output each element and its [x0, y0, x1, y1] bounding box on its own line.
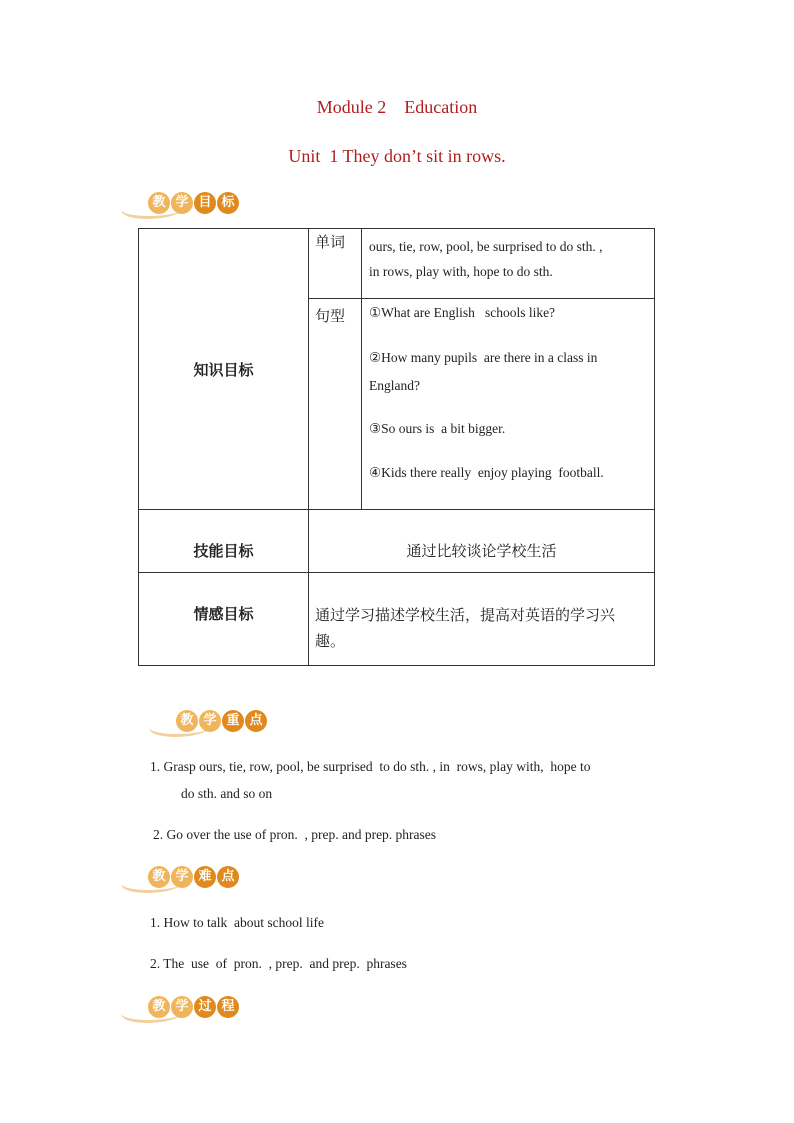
banner-char: 学 [171, 866, 193, 888]
banner-key-points [150, 708, 263, 736]
banner-char: 点 [245, 710, 267, 732]
banner-char: 点 [217, 866, 239, 888]
banner-char: 教 [148, 866, 170, 888]
banner-teaching-process [122, 994, 235, 1022]
teaching-goals-table [138, 228, 655, 666]
difficulty-item: 2. The use of pron. , prep. and prep. phrases [150, 956, 407, 971]
banner-char: 教 [148, 996, 170, 1018]
banner-char: 难 [194, 866, 216, 888]
banner-char: 标 [217, 192, 239, 214]
emotion-line: 通过学习描述学校生活，提高对英语的学习兴 [315, 606, 616, 624]
difficulty-item: 1. How to talk about school life [150, 915, 324, 930]
skill-goal-text: 通过比较谈论学校生活 [309, 510, 655, 573]
banner-char: 过 [194, 996, 216, 1018]
sentence-line: ④Kids there really enjoy playing football. [369, 465, 604, 480]
banner-char: 学 [171, 996, 193, 1018]
sentences-label: 句型 [309, 299, 362, 510]
sentences-cell [362, 299, 655, 510]
words-line: in rows, play with, hope to do sth. [369, 264, 553, 279]
key-point-item: 1. Grasp ours, tie, row, pool, be surprised to do sth. , in rows, play with, hope to [150, 759, 591, 774]
banner-char: 教 [148, 192, 170, 214]
words-label: 单词 [309, 229, 362, 299]
words-line: ours, tie, row, pool, be surprised to do sth. , [369, 239, 603, 254]
banner-char: 学 [199, 710, 221, 732]
emotion-goal-cell: 情感目标 [139, 573, 309, 666]
emotion-line: 趣。 [315, 632, 346, 650]
banner-difficulties [122, 864, 235, 892]
key-point-item-continued: do sth. and so on [181, 786, 273, 801]
banner-char: 重 [222, 710, 244, 732]
banner-teaching-goals [122, 190, 235, 218]
banner-char: 教 [176, 710, 198, 732]
banner-char: 程 [217, 996, 239, 1018]
unit-title: Unit 1 They don’t sit in rows. [288, 146, 506, 166]
banner-char: 学 [171, 192, 193, 214]
emotion-goal-text [309, 573, 655, 666]
key-point-item: 2. Go over the use of pron. , prep. and prep. phrases [153, 827, 437, 842]
skill-goal-cell: 技能目标 [139, 510, 309, 573]
sentence-line: ③So ours is a bit bigger. [369, 421, 506, 436]
sentence-line: England? [369, 378, 420, 393]
sentence-line: ①What are English schools like? [369, 305, 556, 320]
module-title: Module 2 Education [316, 97, 478, 117]
banner-char: 目 [194, 192, 216, 214]
knowledge-goal-cell: 知识目标 [139, 229, 309, 510]
words-cell [362, 229, 655, 299]
sentence-line: ②How many pupils are there in a class in [369, 350, 598, 365]
